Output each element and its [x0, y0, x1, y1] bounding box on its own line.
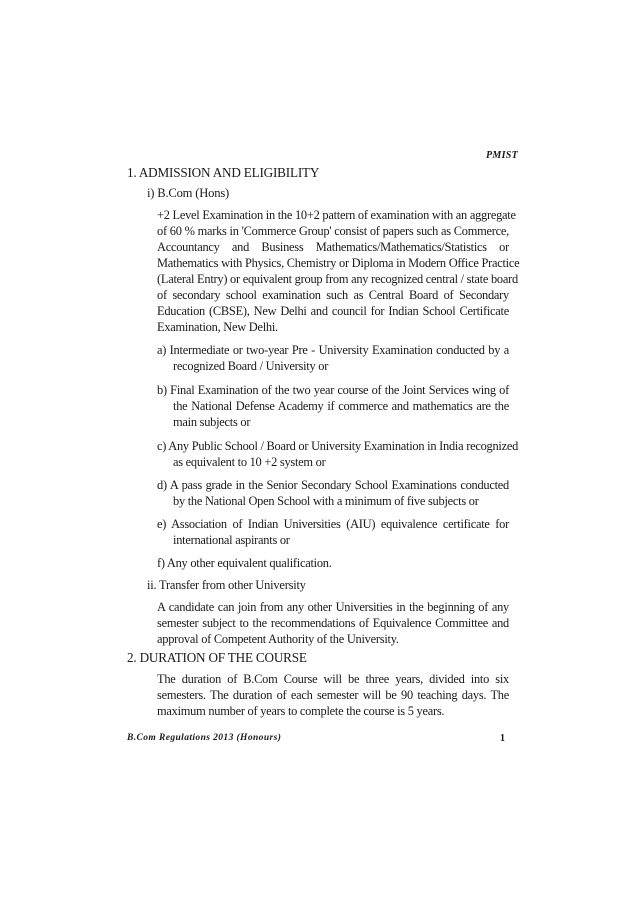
footer-document-title: B.Com Regulations 2013 (Honours) [127, 733, 282, 743]
text-line: c) Any Public School / Board or University Examination in India recognized [157, 439, 519, 453]
sub-i-heading: i) B.Com (Hons) [147, 186, 230, 200]
text-line: The duration of B.Com Course will be three years, divided into six [157, 672, 509, 686]
text-line: the National Defense Academy if commerce and mathematics are the [173, 399, 509, 413]
text-line: semesters. The duration of each semester will be 90 teaching days. The [157, 688, 509, 702]
list-item-d [157, 477, 509, 509]
text-line: maximum number of years to complete the course is 5 years. [157, 704, 445, 718]
text-line: (Lateral Entry) or equivalent group from any recognized central / state board [157, 272, 518, 286]
header-institution: PMIST [486, 150, 519, 161]
list-item-f [157, 555, 509, 571]
list-item-c [157, 438, 519, 470]
text-line: Examination, New Delhi. [157, 320, 278, 334]
text-line: approval of Competent Authority of the University. [157, 632, 399, 646]
sub-i-paragraph [157, 207, 520, 335]
text-line: e) Association of Indian Universities (AIU) equivalence certificate for [157, 517, 509, 531]
text-line: f) Any other equivalent qualification. [157, 556, 332, 570]
section2-paragraph [157, 671, 509, 719]
text-line: Mathematics with Physics, Chemistry or Diploma in Modern Office Practice [157, 256, 520, 270]
text-line: Education (CBSE), New Delhi and council for Indian School Certificate [157, 304, 509, 318]
text-line: Accountancy and Business Mathematics/Mathematics/Statistics or [157, 240, 509, 254]
text-line: by the National Open School with a minimum of five subjects or [173, 494, 479, 508]
text-line: international aspirants or [173, 533, 290, 547]
list-item-b [157, 382, 509, 430]
list-item-e [157, 516, 509, 548]
text-line: +2 Level Examination in the 10+2 pattern of examination with an aggregate [157, 208, 516, 222]
text-line: of 60 % marks in 'Commerce Group' consist of papers such as Commerce, [157, 224, 509, 238]
text-line: A candidate can join from any other Universities in the beginning of any [157, 600, 509, 614]
page-number: 1 [500, 733, 505, 744]
list-item-a [157, 342, 509, 374]
text-line: d) A pass grade in the Senior Secondary School Examinations conducted [157, 478, 509, 492]
section1-heading: 1. ADMISSION AND ELIGIBILITY [127, 165, 320, 180]
sub-ii-heading: ii. Transfer from other University [147, 578, 306, 592]
text-line: semester subject to the recommendations of Equivalence Committee and [157, 616, 509, 630]
text-line: main subjects or [173, 415, 251, 429]
sub-ii-paragraph [157, 599, 509, 647]
section2-heading: 2. DURATION OF THE COURSE [127, 650, 307, 665]
text-line: a) Intermediate or two-year Pre - University Examination conducted by a [157, 343, 509, 357]
text-line: b) Final Examination of the two year course of the Joint Services wing of [157, 383, 509, 397]
text-line: recognized Board / University or [173, 359, 329, 373]
text-line: of secondary school examination such as Central Board of Secondary [157, 288, 509, 302]
text-line: as equivalent to 10 +2 system or [173, 455, 326, 469]
